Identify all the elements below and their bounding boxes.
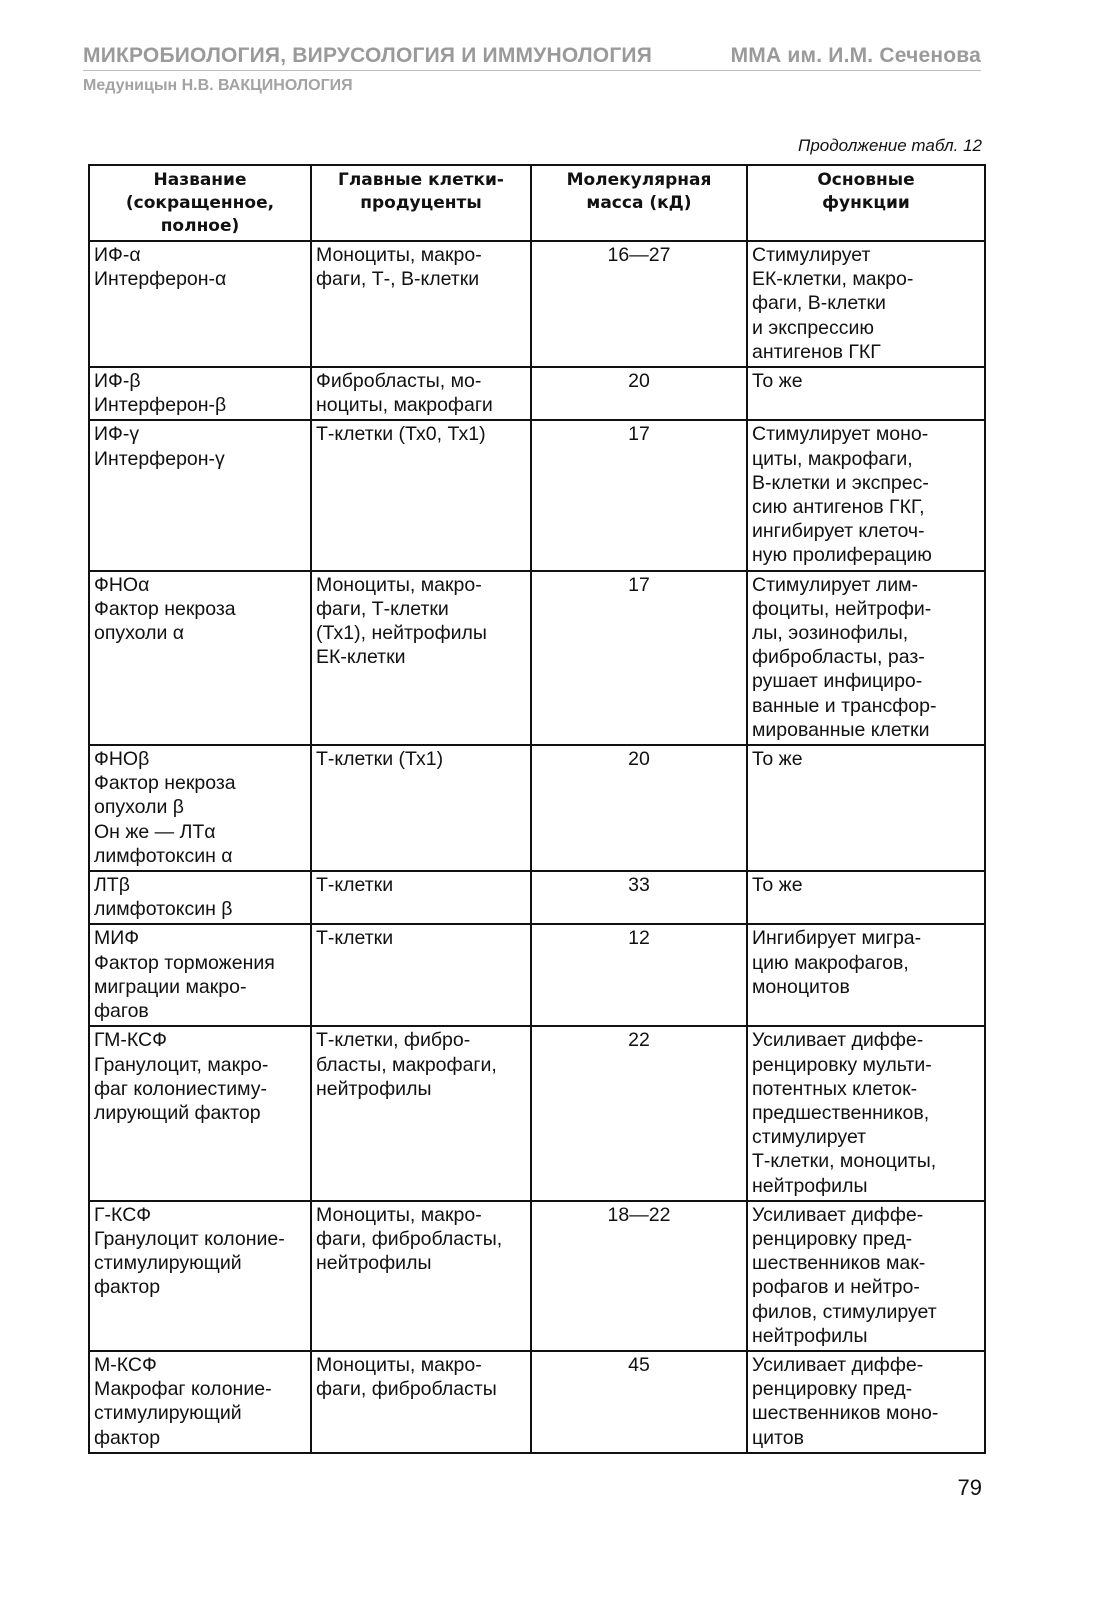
cell-molecular-mass: 45 <box>531 1351 747 1453</box>
page-number: 79 <box>957 1475 982 1500</box>
cell-molecular-mass: 16—27 <box>531 241 747 367</box>
header-producers: Главные клетки- продуценты <box>311 165 531 241</box>
cell-name: ФНОβ Фактор некроза опухоли β Он же — ЛТα лимфотоксин α <box>89 745 311 871</box>
header-top-line <box>83 44 981 71</box>
cell-functions: Усиливает диффе- ренцировку пред- шественников моно- цитов <box>747 1351 985 1453</box>
cell-producers: Моноциты, макро- фаги, Т-, В-клетки <box>311 241 531 367</box>
table-row <box>89 241 985 367</box>
cell-name: М-КСФ Макрофаг колоние- стимулирующий фактор <box>89 1351 311 1453</box>
cell-producers: Т-клетки (Тх0, Тх1) <box>311 420 531 570</box>
table-row <box>89 420 985 570</box>
cell-producers: Т-клетки <box>311 871 531 924</box>
cell-functions: Стимулирует лим- фоциты, нейтрофи- лы, эозинофилы, фибробласты, раз- рушает инфициро- ванные и трансфор- мированные клетки <box>747 571 985 745</box>
cell-name: ЛТβ лимфотоксин β <box>89 871 311 924</box>
cell-molecular-mass: 17 <box>531 420 747 570</box>
cell-functions: То же <box>747 871 985 924</box>
table-row <box>89 745 985 871</box>
table-row <box>89 871 985 924</box>
cell-name: ИФ-α Интерферон-α <box>89 241 311 367</box>
cell-functions: Ингибирует мигра- цию макрофагов, моноцитов <box>747 924 985 1026</box>
book-author-title: Медуницын Н.В. ВАКЦИНОЛОГИЯ <box>83 77 353 94</box>
cell-name: ГМ-КСФ Гранулоцит, макро- фаг колониестиму- лирующий фактор <box>89 1026 311 1200</box>
cell-name: ИФ-β Интерферон-β <box>89 367 311 420</box>
cell-name: ФНОα Фактор некроза опухоли α <box>89 571 311 745</box>
cell-functions: Усиливает диффе- ренцировку пред- шественников мак- рофагов и нейтро- филов, стимулирует нейтрофилы <box>747 1201 985 1351</box>
table-row <box>89 367 985 420</box>
table-row <box>89 924 985 1026</box>
cell-functions: То же <box>747 367 985 420</box>
running-header <box>83 44 981 95</box>
table-row <box>89 1351 985 1453</box>
header-molecular-mass: Молекулярная масса (кД) <box>531 165 747 241</box>
table-continuation-label: Продолжение табл. 12 <box>798 136 982 155</box>
institution-name: ММА им. И.М. Сеченова <box>730 44 981 67</box>
cell-molecular-mass: 12 <box>531 924 747 1026</box>
cell-producers: Т-клетки (Тх1) <box>311 745 531 871</box>
cell-producers: Моноциты, макро- фаги, Т-клетки (Тх1), нейтрофилы ЕК-клетки <box>311 571 531 745</box>
cytokine-table <box>88 164 986 1454</box>
header-name: Название (сокращенное, полное) <box>89 165 311 241</box>
cell-molecular-mass: 33 <box>531 871 747 924</box>
cell-functions: Стимулирует ЕК-клетки, макро- фаги, В-клетки и экспрессию антигенов ГКГ <box>747 241 985 367</box>
cell-name: ИФ-γ Интерферон-γ <box>89 420 311 570</box>
cell-producers: Т-клетки, фибро- бласты, макрофаги, нейтрофилы <box>311 1026 531 1200</box>
table-row <box>89 571 985 745</box>
book-series-title: МИКРОБИОЛОГИЯ, ВИРУСОЛОГИЯ И ИММУНОЛОГИЯ <box>83 44 653 67</box>
table-row <box>89 1201 985 1351</box>
table-body <box>89 241 985 1453</box>
cell-producers: Моноциты, макро- фаги, фибробласты <box>311 1351 531 1453</box>
cell-producers: Фибробласты, мо- ноциты, макрофаги <box>311 367 531 420</box>
cell-name: Г-КСФ Гранулоцит колоние- стимулирующий фактор <box>89 1201 311 1351</box>
cell-molecular-mass: 18—22 <box>531 1201 747 1351</box>
cell-functions: Стимулирует моно- циты, макрофаги, В-клетки и экспрес- сию антигенов ГКГ, ингибирует клеточ- ную пролиферацию <box>747 420 985 570</box>
cell-molecular-mass: 20 <box>531 745 747 871</box>
cell-producers: Т-клетки <box>311 924 531 1026</box>
cell-functions: То же <box>747 745 985 871</box>
cell-functions: Усиливает диффе- ренцировку мульти- потентных клеток- предшественников, стимулирует Т-клетки, моноциты, нейтрофилы <box>747 1026 985 1200</box>
table-header-row <box>89 165 985 241</box>
cell-molecular-mass: 22 <box>531 1026 747 1200</box>
header-functions: Основные функции <box>747 165 985 241</box>
cell-molecular-mass: 20 <box>531 367 747 420</box>
cell-name: МИФ Фактор торможения миграции макро- фагов <box>89 924 311 1026</box>
cell-molecular-mass: 17 <box>531 571 747 745</box>
table-row <box>89 1026 985 1200</box>
cell-producers: Моноциты, макро- фаги, фибробласты, нейтрофилы <box>311 1201 531 1351</box>
